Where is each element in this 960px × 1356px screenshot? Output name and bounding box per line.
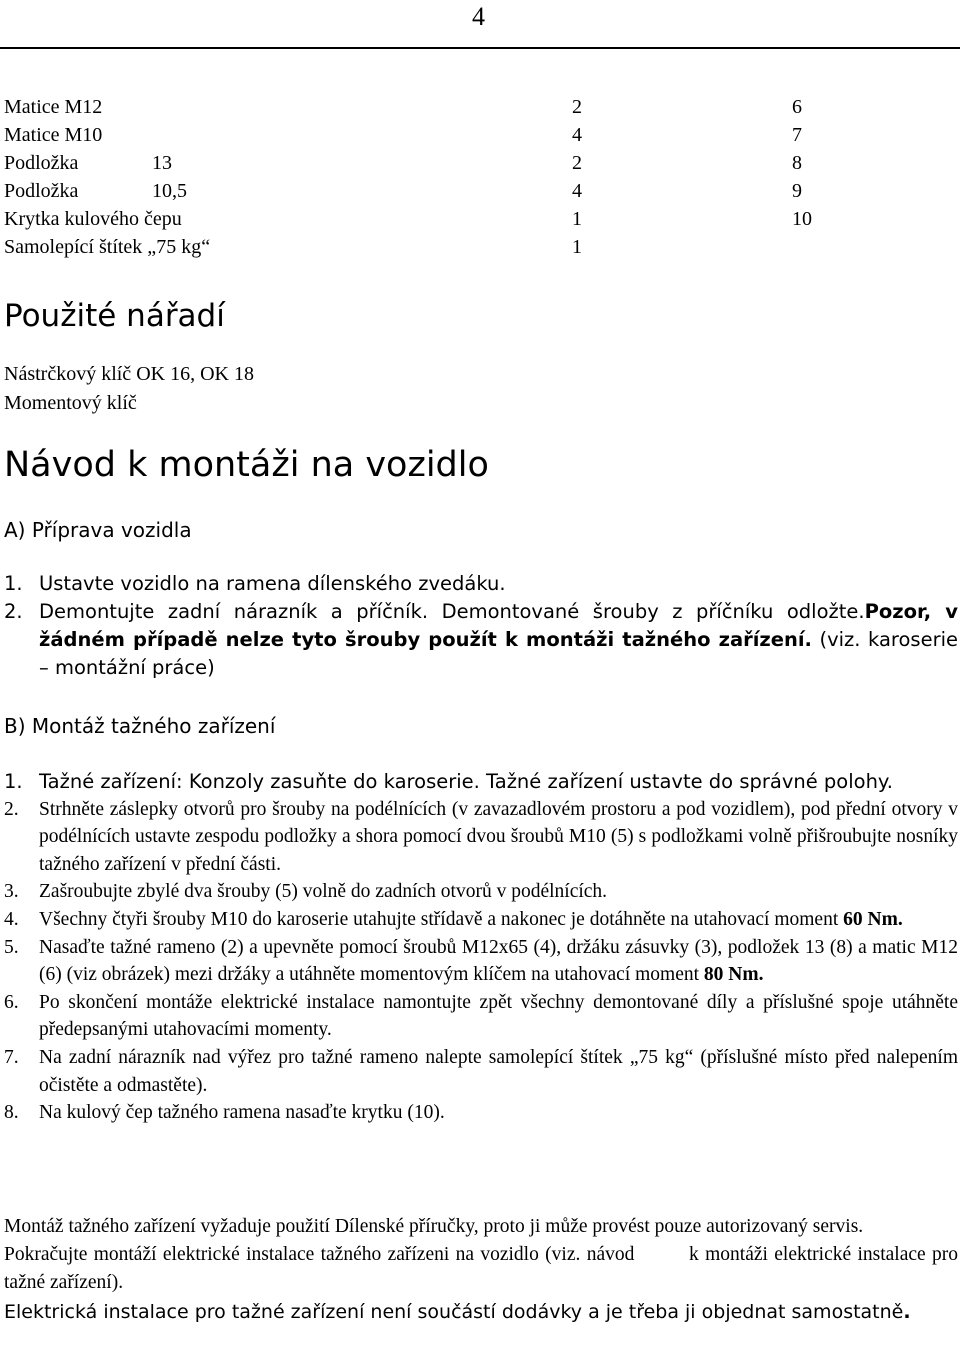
part-name: Krytka kulového čepu (4, 208, 182, 230)
section-b-title: B) Montáž tažného zařízení (4, 714, 276, 738)
step-number: 5. (4, 936, 19, 958)
step-number: 3. (4, 881, 19, 903)
header-divider (0, 47, 960, 49)
step-text: Ustavte vozidlo na ramena dílenského zvedáku. (39, 572, 506, 595)
electrical-note-text: k montáži elektrické instalace pro tažné zařízení). (4, 1244, 959, 1294)
step-text: Všechny čtyři šrouby M10 do karoserie utahujte střídavě a nakonec je dotáhněte na utahovací moment (39, 908, 844, 930)
guide-heading: Návod k montáži na vozidlo (4, 445, 489, 485)
part-name: Samolepící štítek „75 kg“ (4, 236, 211, 258)
parts-row (4, 233, 944, 261)
part-name: Podložka (4, 152, 79, 174)
step-number: 6. (4, 991, 19, 1013)
step-number: 7. (4, 1046, 19, 1068)
step-number: 2. (4, 798, 19, 820)
part-quantity: 1 (572, 236, 582, 258)
part-quantity: 2 (572, 96, 582, 118)
parts-row (4, 177, 944, 205)
list-item (4, 570, 958, 598)
list-item (4, 906, 958, 934)
list-item (4, 1044, 958, 1099)
part-position: 7 (792, 124, 802, 146)
part-position: 8 (792, 152, 802, 174)
part-size: 13 (152, 152, 172, 174)
part-position: 6 (792, 96, 802, 118)
page-number: 4 (472, 2, 485, 31)
parts-row (4, 93, 944, 121)
part-quantity: 1 (572, 208, 582, 230)
step-text: Tažné zařízení: Konzoly zasuňte do karoserie. Tažné zařízení ustavte do správné polohy. (39, 770, 893, 793)
list-item (4, 878, 958, 906)
list-item (4, 989, 958, 1044)
warning-text: Pozor, v žádném případě nelze tyto šrouby použít k montáži tažného zařízení. (39, 600, 959, 651)
list-item (4, 598, 958, 682)
part-name: Matice M12 (4, 96, 103, 118)
step-number: 1. (4, 770, 23, 793)
step-number: 8. (4, 1102, 19, 1124)
parts-row (4, 121, 944, 149)
not-included-text: Elektrická instalace pro tažné zařízení není součástí dodávky a je třeba ji objednat samostatně (4, 1300, 904, 1323)
tools-heading: Použité nářadí (4, 298, 225, 334)
part-quantity: 4 (572, 124, 582, 146)
tools-list (4, 360, 254, 418)
step-number: 4. (4, 908, 19, 930)
list-item (4, 934, 958, 989)
parts-row (4, 205, 944, 233)
step-text: Po skončení montáže elektrické instalace namontujte zpět všechny demontované díly a příslušné spoje utáhněte předepsanými utahovacími momenty. (39, 991, 958, 1041)
tool-item: Momentový klíč (4, 392, 137, 414)
sentence-period: . (903, 1300, 911, 1323)
service-note: Montáž tažného zařízení vyžaduje použití Dílenské příručky, proto ji může provést pouze autorizovaný servis. (4, 1216, 864, 1237)
part-position: 10 (792, 208, 812, 230)
step-text: Demontujte zadní nárazník a příčník. Demontované šrouby z příčníku odložte. (39, 600, 865, 623)
step-text: Zašroubujte zbylé dva šrouby (5) volně do zadních otvorů v podélnících. (39, 881, 608, 903)
torque-value: 80 Nm. (703, 964, 764, 986)
not-included-note (4, 1298, 958, 1326)
list-item (4, 1099, 958, 1127)
section-a-title: A) Příprava vozidla (4, 518, 192, 542)
step-text: Strhněte záslepky otvorů pro šrouby na podélnících (v zavazadlovém prostoru a pod vozidlem), pod přední otvory v podélnících ustavte zespodu podložky a shora pomocí dvou šroubů M10 (5) s podložkami volně přišroubujte nosníky tažného zařízení v přední části. (39, 798, 958, 875)
list-item (4, 768, 958, 796)
part-quantity: 4 (572, 180, 582, 202)
section-a-steps (4, 570, 958, 682)
section-b-steps (4, 768, 958, 1127)
tool-item: Nástrčkový klíč OK 16, OK 18 (4, 363, 254, 385)
parts-row (4, 149, 944, 177)
list-item (4, 796, 958, 879)
step-reference: (viz. karoserie – montážní práce) (39, 628, 959, 679)
part-position: 9 (792, 180, 802, 202)
step-text: Na zadní nárazník nad výřez pro tažné rameno nalepte samolepící štítek „75 kg“ (příslušné místo před nalepením očistěte a odmastěte). (39, 1046, 958, 1096)
part-size: 10,5 (152, 180, 187, 202)
electrical-note-text: Pokračujte montáží elektrické instalace tažného zařízeni na vozidlo (viz. návod (4, 1244, 635, 1266)
part-name: Podložka (4, 180, 79, 202)
part-name: Matice M10 (4, 124, 103, 146)
step-text: Na kulový čep tažného ramena nasaďte krytku (10). (39, 1102, 445, 1124)
step-number: 2. (4, 600, 23, 623)
closing-notes (4, 1213, 958, 1326)
step-number: 1. (4, 572, 23, 595)
part-quantity: 2 (572, 152, 582, 174)
torque-value: 60 Nm. (843, 908, 903, 930)
parts-list (4, 93, 944, 261)
step-text: Nasaďte tažné rameno (2) a upevněte pomocí šroubů M12x65 (4), držáku zásuvky (3), podložek 13 (8) a matic M12 (6) (viz obrázek) mezi držáky a utáhněte momentovým klíčem na utahovací moment (39, 936, 958, 986)
electrical-note (4, 1241, 958, 1297)
